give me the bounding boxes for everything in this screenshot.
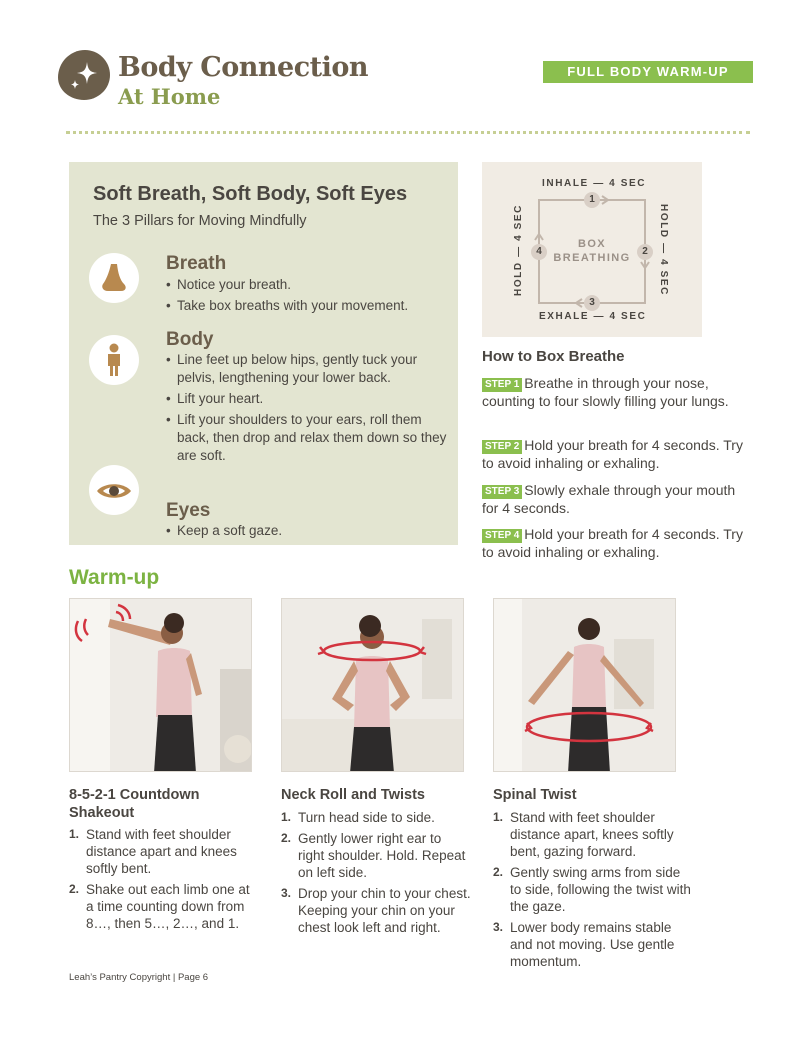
box-step-number: 4	[531, 244, 547, 260]
pillar-bullet: • Keep a soft gaze.	[166, 522, 451, 540]
exercise-step-text: Gently lower right ear to right shoulder. Hold. Repeat on left side.	[298, 831, 466, 880]
logo-mark	[58, 50, 110, 100]
step-badge: STEP 4	[482, 529, 522, 543]
spinal-twist-photo	[493, 598, 676, 772]
step-badge: STEP 2	[482, 440, 522, 454]
exercise-step-text: Drop your chin to your chest. Keeping your chin on your chest look left and right.	[298, 886, 471, 935]
pillar-list-body	[166, 351, 451, 468]
box-center-line1: BOX	[577, 238, 607, 250]
howto-step-4	[482, 525, 752, 561]
exercise-step: 3. Lower body remains stable and not moving. Use gentle momentum.	[493, 920, 675, 969]
exercise-steps-spinal-twist	[493, 809, 693, 974]
exercise-title-shakeout: 8-5-2-1 Countdown Shakeout	[69, 787, 200, 821]
box-label-inhale: INHALE — 4 SEC	[542, 178, 647, 189]
exercise-step: 1. Stand with feet shoulder distance apart and knees softly bent.	[69, 827, 237, 876]
eye-icon	[89, 465, 139, 515]
pillar-heading-breath: Breath	[166, 253, 227, 274]
page-footer: Leah’s Pantry Copyright | Page 6	[69, 972, 209, 983]
exercise-steps-shakeout	[69, 826, 259, 936]
pillars-title: Soft Breath, Soft Body, Soft Eyes	[93, 183, 408, 205]
body-icon	[89, 335, 139, 385]
exercise-title-neck-roll: Neck Roll and Twists	[281, 787, 425, 803]
neck-roll-photo	[281, 598, 464, 772]
exercise-step: 3. Drop your chin to your chest. Keeping your chin on your chest look left and right.	[281, 886, 471, 935]
pillar-bullet: • Lift your heart.	[166, 390, 451, 408]
pillars-panel	[69, 162, 458, 545]
exercise-step-text: Lower body remains stable and not moving. Use gentle momentum.	[510, 920, 675, 969]
exercise-step-text: Turn head side to side.	[298, 810, 435, 825]
exercise-step-text: Stand with feet shoulder distance apart, knees softly bent, gazing forward.	[510, 810, 674, 859]
brand-subtitle: At Home	[118, 84, 221, 109]
exercise-step-text: Stand with feet shoulder distance apart and knees softly bent.	[86, 827, 237, 876]
step-badge: STEP 3	[482, 485, 522, 499]
pillar-bullet: • Line feet up below hips, gently tuck your pelvis, lengthening your lower back.	[166, 351, 451, 387]
exercise-step-text: Shake out each limb one at a time counting down from 8…, then 5…, 2…, and 1.	[86, 882, 250, 931]
sparkle-icon	[58, 50, 110, 100]
pillar-heading-body: Body	[166, 329, 214, 350]
howto-step-2	[482, 436, 752, 472]
pillar-bullet: • Notice your breath.	[166, 276, 451, 294]
box-center-label	[552, 237, 632, 265]
box-label-hold-right: HOLD — 4 SEC	[658, 204, 669, 296]
exercise-title-spinal-twist: Spinal Twist	[493, 787, 577, 803]
exercise-step: 1. Stand with feet shoulder distance apart, knees softly bent, gazing forward.	[493, 810, 674, 859]
box-step-number: 1	[584, 192, 600, 208]
box-label-exhale: EXHALE — 4 SEC	[539, 311, 647, 322]
howto-step-1	[482, 374, 752, 410]
pillar-bullet: • Take box breaths with your movement.	[166, 297, 451, 315]
exercise-steps-neck-roll	[281, 809, 471, 940]
box-breathing-diagram	[482, 162, 702, 337]
header-divider	[66, 131, 750, 134]
exercise-step: 2. Gently lower right ear to right shoulder. Hold. Repeat on left side.	[281, 831, 466, 880]
exercise-step: 1. Turn head side to side.	[281, 810, 435, 825]
box-step-number: 3	[584, 295, 600, 311]
step-text: Breathe in through your nose, counting to four slowly filling your lungs.	[482, 375, 729, 409]
pillar-heading-eyes: Eyes	[166, 500, 211, 521]
step-text: Slowly exhale through your mouth for 4 seconds.	[482, 482, 736, 516]
brand-title: Body Connection	[118, 52, 369, 83]
howto-title: How to Box Breathe	[482, 348, 625, 365]
step-badge: STEP 1	[482, 378, 522, 392]
section-badge: FULL BODY WARM-UP	[543, 61, 753, 83]
nose-icon	[89, 253, 139, 303]
pillar-list-eyes	[166, 522, 451, 543]
pillar-list-breath	[166, 276, 451, 318]
box-label-hold-left: HOLD — 4 SEC	[513, 204, 524, 296]
pillar-bullet: • Lift your shoulders to your ears, roll them back, then drop and relax them down so they are soft.	[166, 411, 451, 465]
exercise-step-text: Gently swing arms from side to side, following the twist with the gaze.	[510, 865, 691, 914]
shakeout-photo	[69, 598, 252, 772]
warmup-title: Warm-up	[69, 566, 160, 589]
box-step-number: 2	[637, 244, 653, 260]
howto-step-3	[482, 481, 752, 517]
pillars-subtitle: The 3 Pillars for Moving Mindfully	[93, 213, 307, 229]
step-text: Hold your breath for 4 seconds. Try to avoid inhaling or exhaling.	[482, 437, 743, 471]
step-text: Hold your breath for 4 seconds. Try to avoid inhaling or exhaling.	[482, 526, 743, 560]
exercise-step: 2. Shake out each limb one at a time counting down from 8…, then 5…, 2…, and 1.	[69, 882, 250, 931]
box-center-line2: BREATHING	[553, 252, 631, 264]
exercise-step: 2. Gently swing arms from side to side, following the twist with the gaze.	[493, 865, 691, 914]
